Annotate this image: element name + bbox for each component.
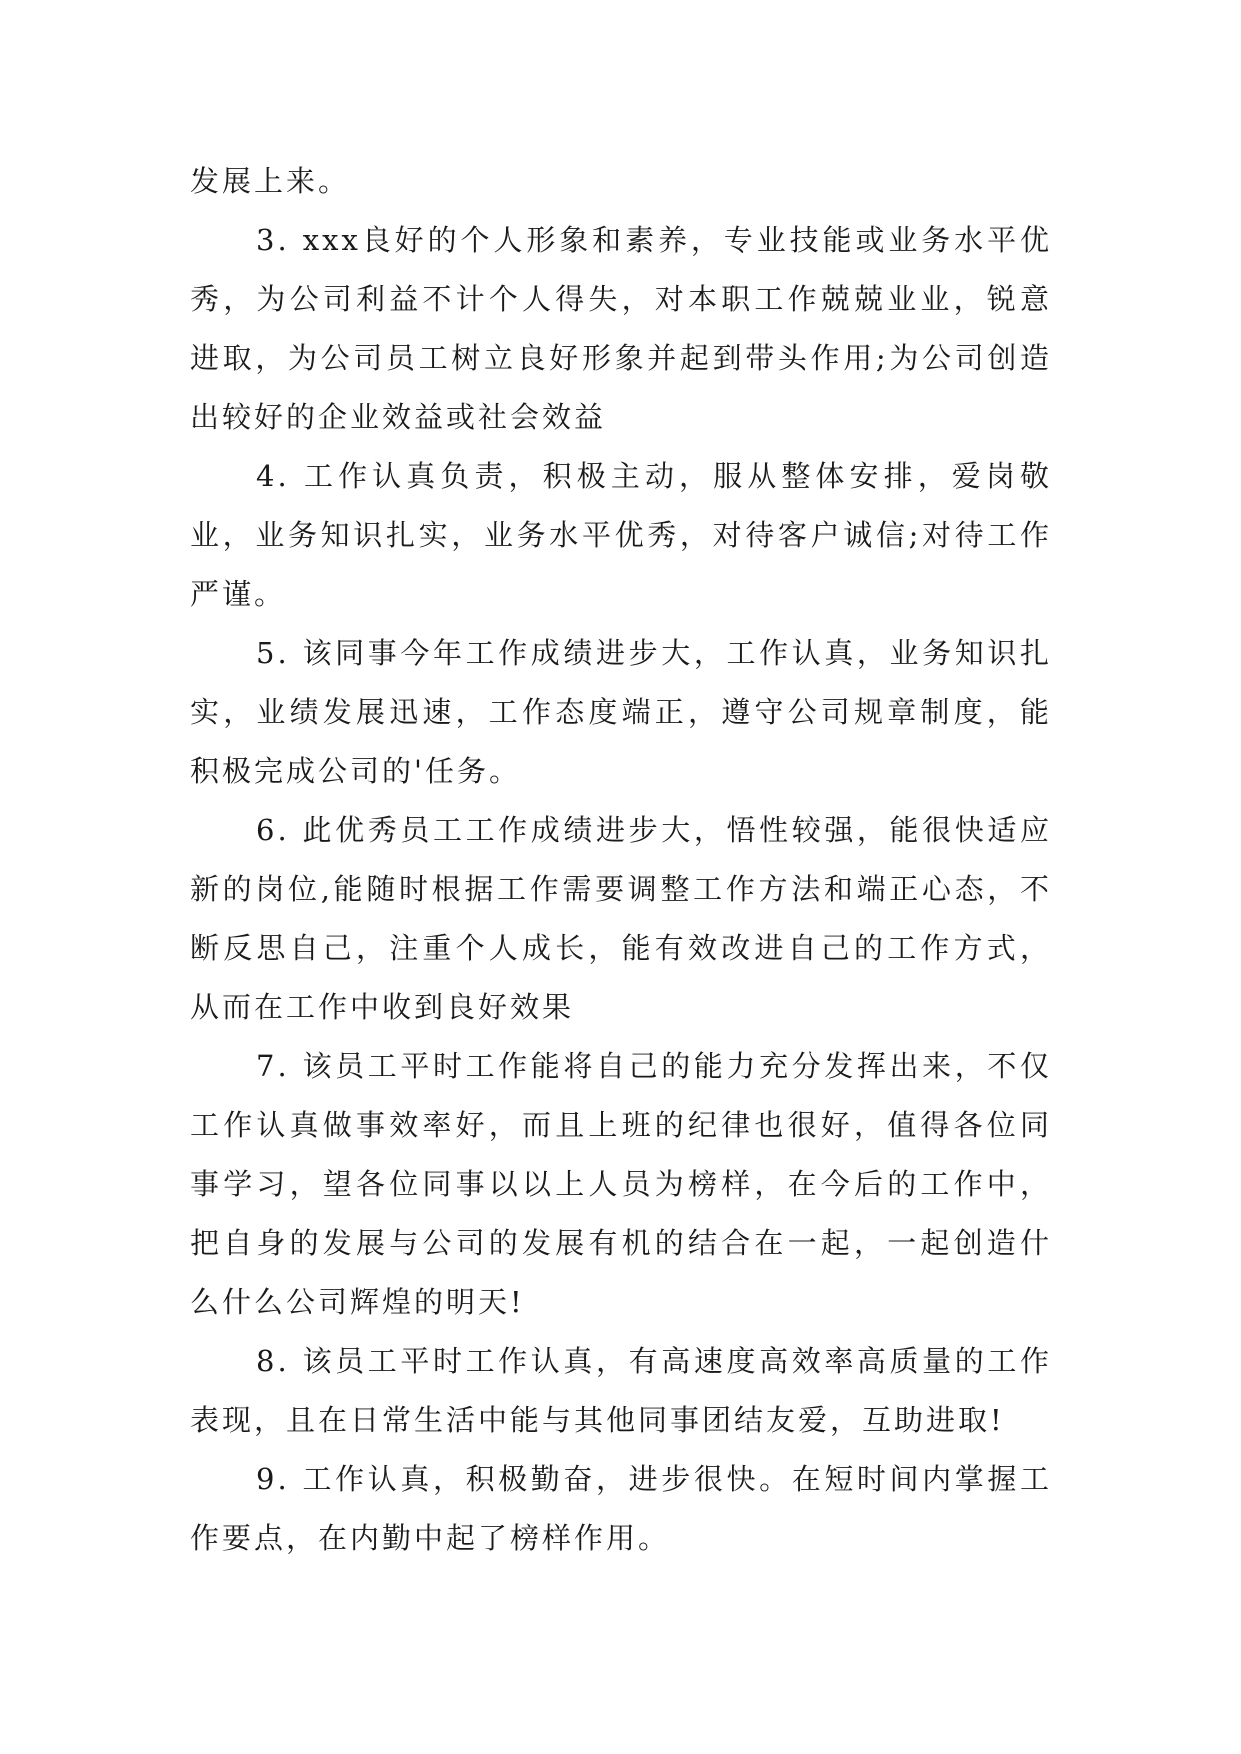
paragraph-item-4: 4. 工作认真负责，积极主动，服从整体安排，爱岗敬业，业务知识扎实，业务水平优秀，对待客户诚信;对待工作严谨。 [190, 459, 1052, 611]
paragraph-item-3: 3. xxx良好的个人形象和素养，专业技能或业务水平优秀，为公司利益不计个人得失，对本职工作兢兢业业，锐意进取，为公司员工树立良好形象并起到带头作用;为公司创造出较好的企业效益或社会效益 [190, 223, 1052, 434]
paragraph-item-6: 6. 此优秀员工工作成绩进步大，悟性较强，能很快适应新的岗位,能随时根据工作需要调整工作方法和端正心态，不断反思自己，注重个人成长，能有效改进自己的工作方式，从而在工作中收到良好效果 [190, 813, 1052, 1024]
document-body [190, 152, 1052, 1568]
paragraph-item-5: 5. 该同事今年工作成绩进步大，工作认真，业务知识扎实，业绩发展迅速，工作态度端正，遵守公司规章制度，能积极完成公司的'任务。 [190, 636, 1052, 788]
paragraph-item-8: 8. 该员工平时工作认真，有高速度高效率高质量的工作表现，且在日常生活中能与其他同事团结友爱，互助进取! [190, 1344, 1052, 1437]
paragraph-item-7: 7. 该员工平时工作能将自己的能力充分发挥出来，不仅工作认真做事效率好，而且上班的纪律也很好，值得各位同事学习，望各位同事以以上人员为榜样，在今后的工作中，把自身的发展与公司的发展有机的结合在一起，一起创造什么什么公司辉煌的明天! [190, 1049, 1052, 1319]
paragraph-continuation: 发展上来。 [190, 164, 351, 198]
paragraph-item-9: 9. 工作认真，积极勤奋，进步很快。在短时间内掌握工作要点，在内勤中起了榜样作用。 [190, 1462, 1052, 1555]
